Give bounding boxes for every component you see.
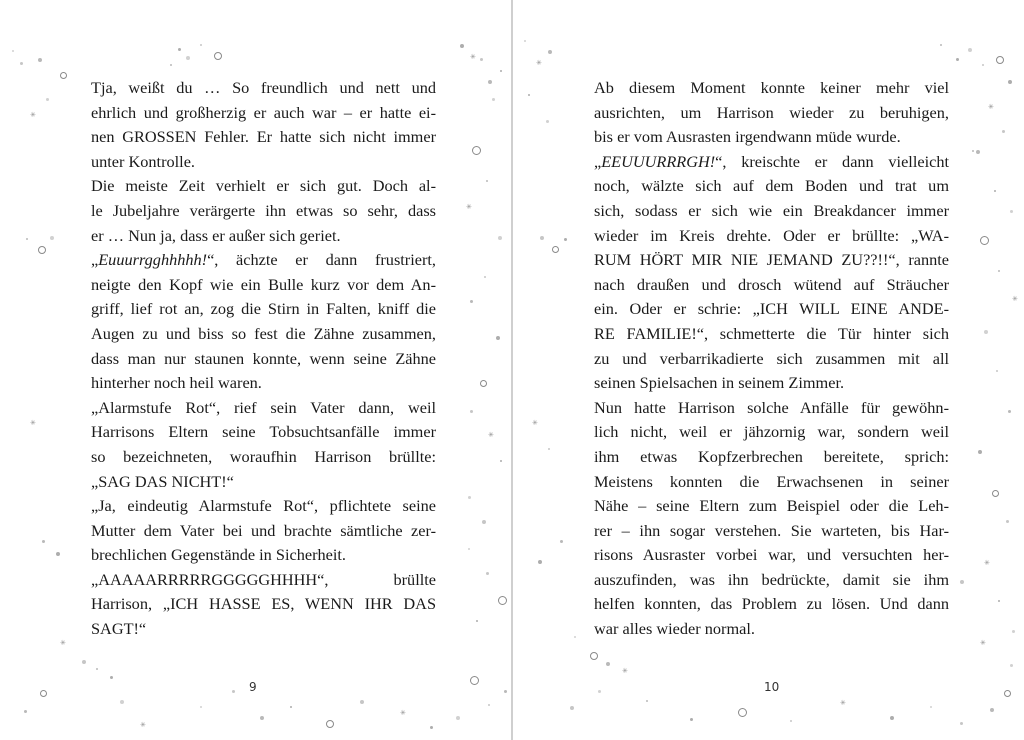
sparkle-dot [548, 50, 552, 54]
sparkle-dot [480, 380, 487, 387]
sparkle-dot [498, 236, 502, 240]
sparkle-dot [472, 146, 481, 155]
sparkle-dot [992, 490, 999, 497]
text-line: bis er vom Ausrasten irgendwann müde wurde. [594, 127, 901, 147]
sparkle-dot [1008, 80, 1012, 84]
sparkle-dot [738, 708, 747, 717]
paragraph [91, 248, 436, 396]
sparkle-dot [40, 690, 47, 697]
sparkle-dot [200, 706, 202, 708]
text-line: Nähe – seine Eltern zum Beispiel oder die Leh- [594, 496, 949, 516]
paragraph [91, 174, 436, 248]
sparkle-dot [590, 652, 598, 660]
text-line: wieder im Kreis drehte. Oder er brüllte: „WA- [594, 225, 949, 245]
text-line: RE FAMILIE!“, schmetterte die Tür hinter sich [594, 323, 949, 343]
text-line: nen GROSSEN Fehler. Er hatte sich nicht immer [91, 127, 436, 147]
sparkle-dot [990, 708, 994, 712]
text-line: risons Ausraster vorbei war, und versuchten her- [594, 545, 949, 565]
sparkle-star-icon: ✳ [984, 559, 990, 567]
sparkle-dot [26, 238, 28, 240]
sparkle-dot [972, 150, 974, 152]
text-line: seinen Spielsachen in seinem Zimmer. [594, 373, 845, 393]
text-line: rer – ihn sogar verstehen. Sie warteten, bis Har- [594, 520, 949, 540]
text-line: war alles wieder normal. [594, 619, 755, 639]
text-line: Tja, weißt du … So freundlich und nett und [91, 78, 436, 97]
sparkle-dot [1008, 410, 1011, 413]
sparkle-dot [790, 720, 792, 722]
text-line: „Alarmstufe Rot“, rief sein Vater dann, weil [91, 397, 436, 417]
text-line: „AAAAARRRRRGGGGGHHHH“, brüllte [91, 569, 436, 589]
sparkle-dot [960, 580, 964, 584]
sparkle-dot [470, 300, 473, 303]
text-line: „SAG DAS NICHT!“ [91, 471, 234, 491]
sparkle-star-icon: ✳ [30, 111, 36, 119]
text-line: ein. Oder er schrie: „ICH WILL EINE ANDE- [594, 299, 949, 319]
text-line: ausrichten, um Harrison wieder zu beruhigen, [594, 102, 949, 122]
sparkle-dot [468, 548, 470, 550]
sparkle-dot [498, 596, 507, 605]
sparkle-dot [326, 720, 334, 728]
text-line: er … Nun ja, dass er außer sich geriet. [91, 225, 341, 245]
text-line: „Euuurrgghhhhh!“, ächzte er dann frustriert, [91, 250, 436, 270]
text-line: Nun hatte Harrison solche Anfälle für gewöhn- [594, 397, 949, 417]
sparkle-star-icon: ✳ [60, 639, 66, 647]
sparkle-star-icon: ✳ [536, 59, 542, 67]
sparkle-dot [20, 62, 23, 65]
sparkle-dot [482, 520, 486, 524]
text-line: dass man nur staunen konnte, wenn seine Zähne [91, 348, 436, 368]
text-line: sich, sodass er sich wie ein Breakdancer immer [594, 200, 949, 220]
sparkle-dot [500, 70, 502, 72]
text-line: Harrisons Eltern seine Tobsuchtsanfälle immer [91, 422, 436, 442]
sparkle-dot [574, 636, 576, 638]
text-line: RUM HÖRT MIR NIE JEMAND ZU??!!“, rannte [594, 250, 949, 270]
sparkle-dot [560, 540, 563, 543]
paragraph [91, 494, 436, 568]
text-line: Ab diesem Moment konnte keiner mehr viel [594, 78, 949, 97]
text-line: zu und verbarrikadierte sich zusammen mit all [594, 348, 949, 368]
sparkle-dot [232, 690, 235, 693]
sparkle-dot [38, 58, 42, 62]
text-line: hinterher noch heil waren. [91, 373, 262, 393]
sparkle-star-icon: ✳ [488, 431, 494, 439]
text-line: „EEUUURRRGH!“, kreischte er dann vielleicht [594, 151, 949, 171]
sparkle-dot [996, 370, 998, 372]
page-number-left: 9 [249, 680, 257, 694]
sparkle-star-icon: ✳ [30, 419, 36, 427]
sparkle-dot [60, 72, 67, 79]
sparkle-dot [430, 726, 433, 729]
sparkle-dot [492, 98, 495, 101]
text-line: noch, wälzte sich auf dem Boden und trat um [594, 176, 949, 196]
sparkle-dot [488, 80, 492, 84]
sparkle-star-icon: ✳ [466, 203, 472, 211]
text-line: Mutter dem Vater bei und brachte sämtliche zer- [91, 520, 436, 540]
sparkle-dot [1010, 664, 1013, 667]
text-line: Harrison, „ICH HASSE ES, WENN IHR DAS [91, 594, 436, 614]
sparkle-dot [552, 246, 559, 253]
sparkle-dot [480, 58, 483, 61]
sparkle-dot [598, 690, 601, 693]
sparkle-dot [976, 150, 980, 154]
sparkle-dot [890, 716, 894, 720]
sparkle-star-icon: ✳ [840, 699, 846, 707]
sparkle-dot [42, 540, 45, 543]
sparkle-dot [96, 668, 98, 670]
text-line: le Jubeljahre verärgerte ihn etwas so sehr, dass [91, 200, 436, 220]
sparkle-dot [564, 238, 567, 241]
sparkle-dot [46, 98, 49, 101]
sparkle-dot [360, 700, 364, 704]
sparkle-dot [476, 620, 478, 622]
page-number-right: 10 [764, 680, 780, 694]
sparkle-dot [110, 676, 113, 679]
sparkle-dot [548, 448, 550, 450]
sparkle-dot [456, 716, 460, 720]
sparkle-dot [504, 690, 507, 693]
sparkle-dot [470, 410, 473, 413]
paragraph [91, 76, 436, 174]
sparkle-dot [998, 600, 1000, 602]
text-line: griff, lief rot an, zog die Stirn in Falten, kniff die [91, 299, 436, 319]
text-line: brechlichen Gegenstände in Sicherheit. [91, 545, 346, 565]
sparkle-star-icon: ✳ [622, 667, 628, 675]
sparkle-dot [484, 276, 486, 278]
text-line: ehrlich und großherzig er auch war – er hatte ei- [91, 102, 436, 122]
sparkle-dot [214, 52, 222, 60]
sparkle-star-icon: ✳ [532, 419, 538, 427]
sparkle-dot [1010, 210, 1013, 213]
text-line: helfen konnten, das Problem zu lösen. Und dann [594, 594, 949, 614]
sparkle-dot [940, 44, 942, 46]
text-line: neigte den Kopf wie ein Bulle kurz vor dem An- [91, 274, 436, 294]
sparkle-dot [56, 552, 60, 556]
sparkle-dot [996, 56, 1004, 64]
sparkle-dot [998, 270, 1000, 272]
left-page-text [91, 76, 436, 642]
sparkle-star-icon: ✳ [980, 639, 986, 647]
sparkle-dot [468, 496, 471, 499]
paragraph [91, 396, 436, 494]
sparkle-dot [606, 662, 610, 666]
sparkle-dot [538, 560, 542, 564]
text-line: „Ja, eindeutig Alarmstufe Rot“, pflichtete seine [91, 496, 436, 516]
paragraph [91, 568, 436, 642]
paragraph [594, 396, 949, 642]
sparkle-dot [1006, 520, 1009, 523]
sparkle-dot [982, 64, 984, 66]
sparkle-dot [486, 572, 489, 575]
sparkle-dot [178, 48, 181, 51]
text-line: SAGT!“ [91, 619, 147, 639]
sparkle-star-icon: ✳ [988, 103, 994, 111]
sparkle-dot [470, 676, 479, 685]
sparkle-dot [960, 722, 963, 725]
sparkle-star-icon: ✳ [470, 53, 476, 61]
sparkle-dot [528, 94, 530, 96]
sparkle-dot [290, 706, 292, 708]
sparkle-dot [1004, 690, 1011, 697]
paragraph [594, 76, 949, 150]
sparkle-star-icon: ✳ [400, 709, 406, 717]
sparkle-dot [570, 706, 574, 710]
sparkle-dot [12, 50, 14, 52]
text-line: auszufinden, was ihn bedrückte, damit sie ihm [594, 569, 949, 589]
sparkle-dot [978, 450, 982, 454]
text-line: Augen zu und biss so fest die Zähne zusammen, [91, 323, 436, 343]
sparkle-dot [500, 460, 502, 462]
sparkle-dot [546, 120, 549, 123]
sparkle-dot [524, 40, 526, 42]
text-line: unter Kontrolle. [91, 151, 195, 171]
sparkle-dot [120, 700, 124, 704]
sparkle-star-icon: ✳ [1012, 295, 1018, 303]
sparkle-dot [82, 660, 86, 664]
sparkle-dot [540, 236, 544, 240]
sparkle-dot [646, 700, 648, 702]
sparkle-dot [994, 190, 996, 192]
sparkle-dot [260, 716, 264, 720]
sparkle-dot [24, 710, 27, 713]
sparkle-dot [50, 236, 54, 240]
paragraph [594, 150, 949, 396]
sparkle-dot [930, 706, 932, 708]
sparkle-star-icon: ✳ [140, 721, 146, 729]
sparkle-dot [980, 236, 989, 245]
sparkle-dot [200, 44, 202, 46]
sparkle-dot [170, 64, 172, 66]
sparkle-dot [486, 180, 488, 182]
text-line: so bezeichneten, woraufhin Harrison brüllte: [91, 446, 436, 466]
sparkle-dot [1002, 130, 1005, 133]
sparkle-dot [984, 330, 988, 334]
right-page-text [594, 76, 949, 642]
text-line: Die meiste Zeit verhielt er sich gut. Doch al- [91, 176, 436, 196]
sparkle-dot [968, 48, 972, 52]
sparkle-dot [38, 246, 46, 254]
text-line: ihm etwas Kopfzerbrechen bereitete, sprich: [594, 446, 949, 466]
sparkle-dot [1012, 630, 1015, 633]
sparkle-dot [186, 56, 190, 60]
sparkle-dot [488, 704, 490, 706]
sparkle-dot [690, 718, 693, 721]
text-line: lich nicht, weil er jähzornig war, sondern weil [594, 422, 949, 442]
sparkle-dot [460, 44, 464, 48]
sparkle-dot [956, 58, 959, 61]
text-line: nach draußen und drosch wütend auf Sträucher [594, 274, 949, 294]
sparkle-dot [496, 336, 500, 340]
text-line: Meistens konnten die Erwachsenen in seiner [594, 471, 949, 491]
